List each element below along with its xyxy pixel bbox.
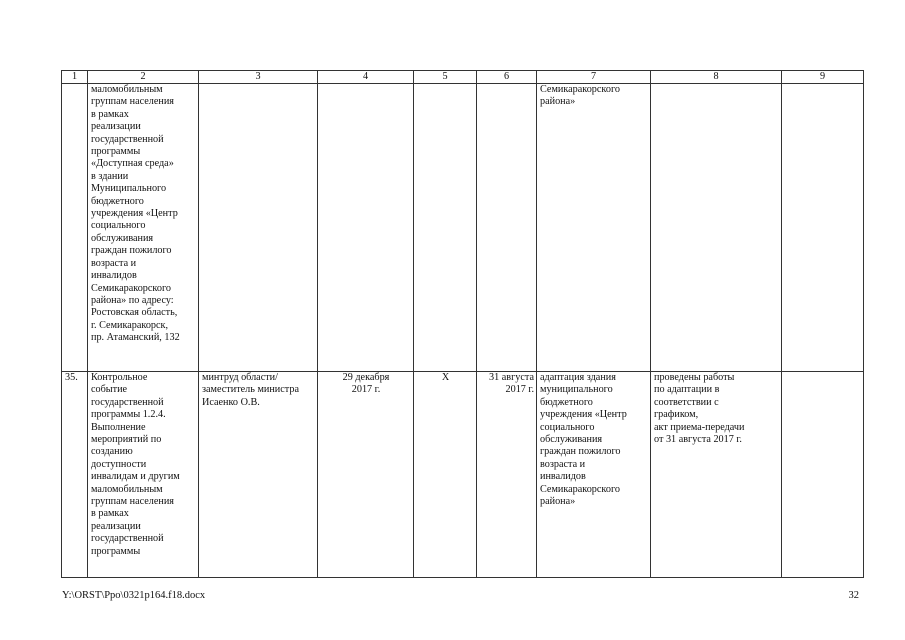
responsible-cell	[199, 84, 318, 372]
row-number-cell	[62, 84, 88, 372]
schedule-table	[61, 70, 864, 578]
notes-cell	[782, 372, 864, 578]
planned-date-cell: 29 декабря 2017 г.	[318, 372, 414, 578]
event-description-cell: Контрольное событие государственной программы 1.2.4. Выполнение мероприятий по созданию доступности инвалидам и другим маломобильным группам населения в рамках реализации государственной программы	[88, 372, 199, 578]
header-cell: 6	[477, 71, 537, 84]
responsible-cell: минтруд области/ заместитель министра Исаенко О.В.	[199, 372, 318, 578]
column5-cell	[414, 84, 477, 372]
header-cell: 4	[318, 71, 414, 84]
status-cell	[651, 84, 782, 372]
actual-date-cell: 31 августа 2017 г.	[477, 372, 537, 578]
notes-cell	[782, 84, 864, 372]
header-cell: 2	[88, 71, 199, 84]
status-cell: проведены работы по адаптации в соответствии с графиком, акт приема-передачи от 31 августа 2017 г.	[651, 372, 782, 578]
result-cell: адаптация здания муниципального бюджетного учреждения «Центр социального обслуживания граждан пожилого возраста и инвалидов Семикаракорского района»	[537, 372, 651, 578]
header-cell: 5	[414, 71, 477, 84]
planned-date-cell	[318, 84, 414, 372]
row-number-cell: 35.	[62, 372, 88, 578]
page-number: 32	[848, 590, 859, 601]
table-row	[62, 84, 864, 372]
event-description-cell: маломобильным группам населения в рамках реализации государственной программы «Доступная среда» в здании Муниципального бюджетного учреждения «Центр социального обслуживания граждан пожилого возраста и инвалидов Семикаракорского района» по адресу: Ростовская область, г. Семикаракорск, пр. Атаманский, 132	[88, 84, 199, 372]
actual-date-cell	[477, 84, 537, 372]
file-path: Y:\ORST\Ppo\0321p164.f18.docx	[62, 590, 206, 601]
header-cell: 1	[62, 71, 88, 84]
column5-cell: Х	[414, 372, 477, 578]
header-cell: 9	[782, 71, 864, 84]
table-header-row	[62, 71, 864, 84]
result-cell: Семикаракорского района»	[537, 84, 651, 372]
header-cell: 3	[199, 71, 318, 84]
header-cell: 8	[651, 71, 782, 84]
header-cell: 7	[537, 71, 651, 84]
table-row	[62, 372, 864, 578]
